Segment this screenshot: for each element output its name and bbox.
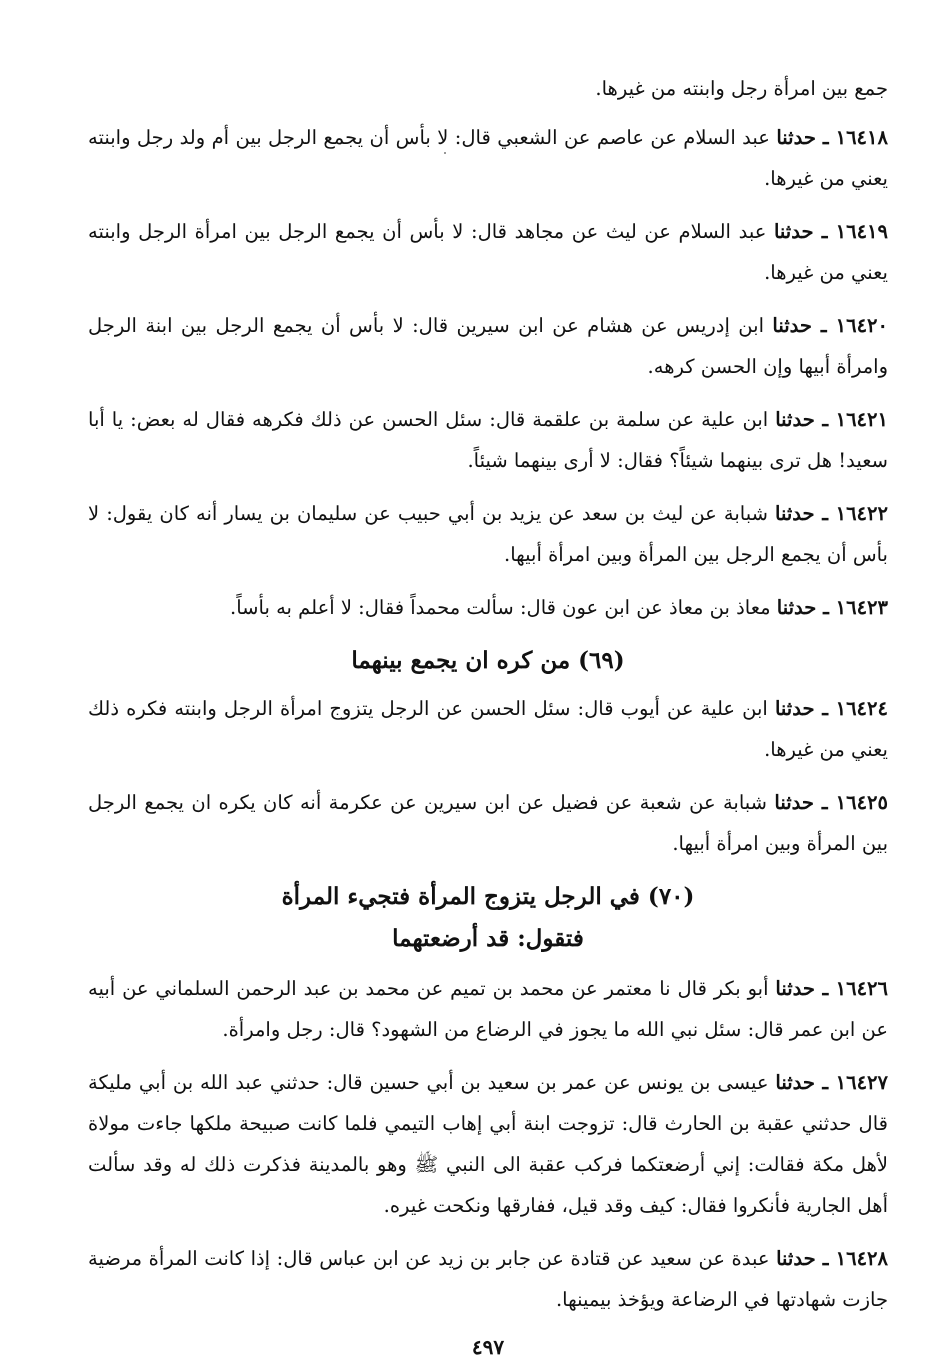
hadith-separator: ـ: [814, 408, 836, 431]
hadith-separator: ـ: [816, 596, 836, 619]
hadith-16420: [88, 305, 888, 387]
hadith-text: ابن إدريس عن هشام عن ابن سيرين قال: لا بأس أن يجمع الرجل بين ابنة الرجل وامرأة أبيها وإن الحسن كرهه.: [88, 314, 888, 378]
hadith-number: ١٦٤٢٥: [835, 791, 888, 814]
hadith-lead: حدثنا: [776, 126, 816, 149]
hadith-16422: [88, 493, 888, 575]
hadith-lead: حدثنا: [772, 314, 812, 337]
chapter-heading-70: [88, 876, 888, 960]
hadith-separator: ـ: [815, 126, 836, 149]
hadith-16424: [88, 688, 888, 770]
hadith-number: ١٦٤٢١: [835, 408, 888, 431]
hadith-text: أبو بكر قال نا معتمر عن محمد بن تميم عن محمد بن عبد الرحمن السلماني عن أبيه عن ابن عمر قال: سئل نبي الله ما يجوز في الرضاع من الشهود؟ قال: رجل وامرأة.: [88, 977, 888, 1041]
book-page: [88, 68, 889, 1359]
hadith-16419: [88, 211, 888, 293]
hadith-number: ١٦٤٢٠: [835, 314, 889, 337]
hadith-number: ١٦٤١٨: [835, 126, 888, 149]
hadith-separator: ـ: [814, 977, 836, 1000]
hadith-text: عيسى بن يونس عن عمر بن سعيد بن أبي حسين قال: حدثني عبد الله بن أبي مليكة قال حدثني عقبة بن الحارث قال: تزوجت ابنة أبي إهاب التيمي فلما كانت صبيحة ملكها جاءت مولاة لأهل مكة فقالت: إني أرضعتكما فركب عقبة الى النبي ﷺ وهو بالمدينة فذكرت ذلك له وقد سألت أهل الجارية فأنكروا فقال: كيف وقد قيل، ففارقها ونكحت غيره.: [88, 1071, 888, 1217]
hadith-number: ١٦٤٢٢: [835, 502, 888, 525]
hadith-text: ابن علية عن سلمة بن علقمة قال: سئل الحسن عن ذلك فكرهه فقال له بعض: يا أبا سعيد! هل ترى بينهما شيئاً؟ فقال: لا أرى بينهما شيئاً.: [88, 408, 888, 472]
hadith-separator: ـ: [814, 1071, 836, 1094]
page-number: ٤٩٧: [471, 1335, 505, 1359]
hadith-number: ١٦٤٢٦: [835, 977, 889, 1000]
hadith-16426: [88, 968, 888, 1050]
hadith-lead: حدثنا: [774, 697, 815, 720]
hadith-16421: [88, 399, 888, 481]
scan-speck: [444, 152, 446, 154]
hadith-number: ١٦٤٢٨: [835, 1247, 888, 1270]
hadith-number: ١٦٤٢٤: [835, 697, 888, 720]
hadith-text: شبابة عن ليث بن سعد عن يزيد بن أبي حبيب عن سليمان بن يسار أنه كان يقول: لا بأس أن يجمع الرجل بين المرأة وبين امرأة أبيها.: [88, 502, 888, 566]
hadith-lead: حدثنا: [775, 1071, 815, 1094]
hadith-number: ١٦٤٢٧: [835, 1071, 888, 1094]
hadith-text: عبد السلام عن ليث عن مجاهد قال: لا بأس أن يجمع الرجل بين امرأة الرجل وابنته يعني من غيرها.: [88, 220, 888, 284]
chapter-heading-70-line-2: فتقول: قد أرضعتهما: [392, 925, 584, 952]
hadith-separator: ـ: [811, 314, 836, 337]
hadith-lead: حدثنا: [776, 1247, 816, 1270]
hadith-text: معاذ بن معاذ عن ابن عون قال: سألت محمداً فقال: لا أعلم به بأساً.: [230, 596, 777, 619]
hadith-16427: [88, 1062, 888, 1226]
hadith-16428: [88, 1238, 888, 1320]
opening-text-content: جمع بين امرأة رجل وابنته من غيرها.: [595, 77, 888, 100]
hadith-text: ابن علية عن أيوب قال: سئل الحسن عن الرجل يتزوج امرأة الرجل وابنته فكره ذلك يعني من غيرها.: [88, 697, 888, 761]
opening-text: [88, 68, 888, 109]
hadith-text: عبدة عن سعيد عن قتادة عن جابر بن زيد عن ابن عباس قال: إذا كانت المرأة مرضية جازت شهادتها في الرضاعة ويؤخذ بيمينها.: [88, 1247, 888, 1311]
chapter-heading-70-line-1: (٧٠) في الرجل يتزوج المرأة فتجيء المرأة: [281, 883, 695, 910]
hadith-separator: ـ: [815, 1247, 836, 1270]
hadith-number: ١٦٤٢٣: [835, 596, 888, 619]
hadith-16418: [88, 117, 888, 199]
chapter-heading-69: (٦٩) من كره ان يجمع بينهما: [351, 647, 625, 674]
hadith-lead: حدثنا: [774, 791, 814, 814]
hadith-text: شبابة عن شعبة عن فضيل عن ابن سيرين عن عكرمة أنه كان يكره ان يجمع الرجل بين المرأة وبين امرأة أبيها.: [88, 791, 888, 855]
hadith-separator: ـ: [813, 791, 836, 814]
hadith-16423: [88, 587, 888, 628]
hadith-lead: حدثنا: [775, 408, 815, 431]
hadith-lead: حدثنا: [776, 596, 817, 619]
hadith-number: ١٦٤١٩: [835, 220, 888, 243]
hadith-lead: حدثنا: [775, 977, 815, 1000]
hadith-lead: حدثنا: [775, 502, 815, 525]
hadith-separator: ـ: [813, 220, 836, 243]
hadith-text: عبد السلام عن عاصم عن الشعبي قال: لا بأس أن يجمع الرجل بين أم ولد رجل وابنته يعني من غيرها.: [88, 126, 888, 190]
hadith-separator: ـ: [814, 502, 836, 525]
hadith-16425: [88, 782, 888, 864]
hadith-separator: ـ: [814, 697, 836, 720]
hadith-lead: حدثنا: [773, 220, 814, 243]
